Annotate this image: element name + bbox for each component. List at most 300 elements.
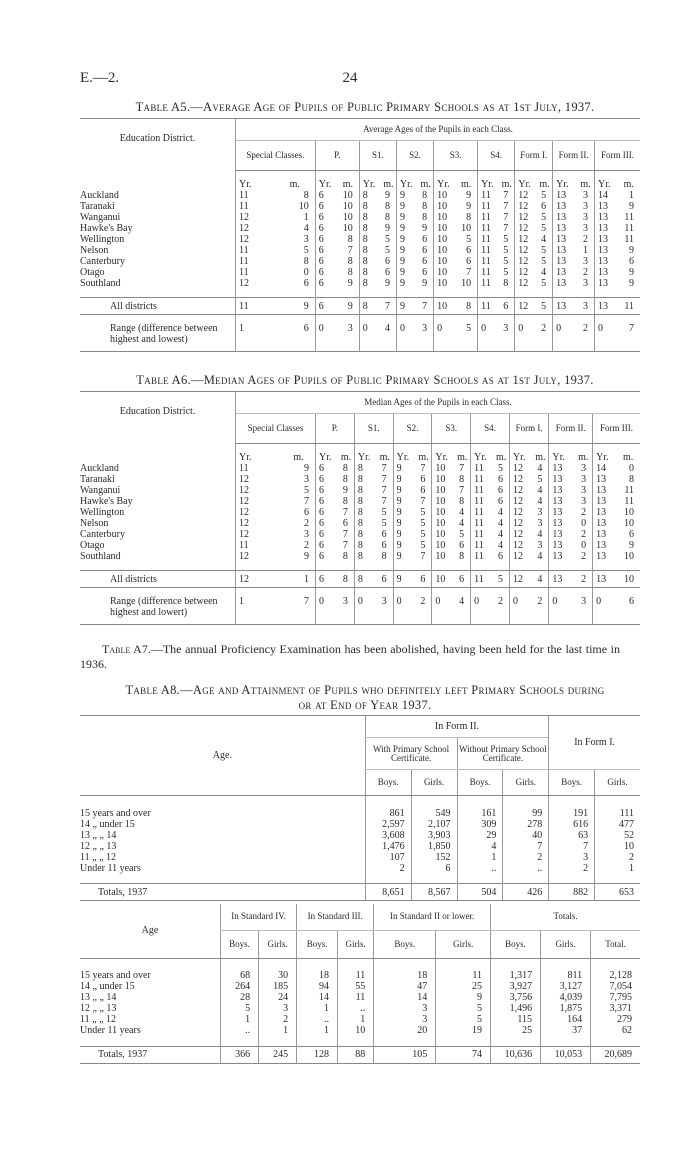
district-name-text: Wellington (80, 233, 125, 245)
table-cell: 8 (629, 473, 634, 485)
table-cell: 1 (297, 1025, 338, 1036)
table-cell: 7 (420, 495, 426, 507)
table-cell: 88 (338, 1046, 374, 1063)
table-cell: 1 (595, 863, 640, 874)
age-column-header: Age. (80, 716, 365, 796)
district-name (80, 267, 236, 278)
table-cell: 8 (354, 496, 377, 507)
class-header: P. (315, 141, 359, 171)
table-cell: 0 (595, 323, 618, 352)
table-cell: 8 (359, 278, 381, 289)
table-cell: 8 (359, 234, 381, 245)
table-cell: 14 (297, 992, 338, 1003)
table-cell: 11 (478, 245, 500, 256)
table-cell: 7 (466, 266, 472, 278)
spacer-cell (541, 1036, 591, 1046)
table-cell: 9 (393, 485, 416, 496)
table-cell: 13 (549, 551, 574, 562)
district-name-text: Canterbury (80, 255, 125, 267)
spacer-cell (515, 171, 553, 179)
table-cell: 11 (478, 256, 500, 267)
table-cell: 245 (259, 1046, 297, 1063)
table-cell: 6 (422, 244, 428, 256)
table-cell: 2 (581, 506, 587, 518)
table-cell: 11 (478, 190, 500, 201)
spacer-cell (553, 315, 595, 323)
spacer-cell (411, 874, 457, 884)
table-a7-text: —The annual Proficiency Examination has been abolished, having been held for the last time in 1936. (80, 642, 620, 671)
table-cell: 10 (434, 298, 456, 315)
table-cell: 11 (478, 234, 500, 245)
district-name (80, 551, 236, 562)
table-cell: 4 (541, 233, 547, 245)
table-cell: 5 (384, 244, 390, 256)
table-cell: 12 (515, 278, 537, 289)
district-name-text: Canterbury (80, 528, 125, 540)
spacer-cell (259, 1036, 297, 1046)
table-cell: 9 (396, 212, 418, 223)
class-header: S4. (478, 141, 515, 171)
table-cell: 9 (396, 245, 418, 256)
spacer-cell (591, 1036, 640, 1046)
unit-years: Yr. (509, 452, 532, 463)
table-cell: 13 (595, 201, 618, 212)
table-cell: 0 (303, 266, 309, 278)
class-header: Form III. (593, 414, 640, 444)
spacer-cell (80, 562, 236, 571)
girls-header: Girls. (541, 930, 591, 958)
table-cell: 3 (583, 255, 589, 267)
table-cell: 11 (624, 495, 634, 507)
age-label: 11 „ „ 12 (80, 1014, 117, 1025)
table-cell: 7,054 (591, 981, 640, 992)
table-cell: 12 (236, 223, 275, 234)
spacer-cell (491, 1036, 541, 1046)
table-row (80, 571, 640, 588)
table-cell: 13 (595, 298, 618, 315)
class-header: Form I. (509, 414, 548, 444)
table-cell: 616 (549, 819, 595, 830)
table-cell: 13 (593, 496, 617, 507)
spacer-cell (432, 588, 471, 596)
table-cell: 13 (549, 571, 574, 588)
spacer-cell (471, 444, 510, 452)
table-cell: 1 (282, 571, 315, 588)
table-cell: 6 (315, 234, 337, 245)
table-cell: 13 (549, 529, 574, 540)
unit-row (80, 452, 640, 463)
unit-years: Yr. (593, 452, 617, 463)
table-cell: 3 (577, 298, 595, 315)
table-cell: 5 (381, 517, 387, 529)
table-row (80, 1025, 640, 1036)
table-cell: 29 (457, 830, 503, 841)
table-cell: 52 (595, 830, 640, 841)
table-cell: 1 (338, 1014, 374, 1025)
table-cell: 0 (515, 323, 537, 352)
table-cell: 5 (541, 277, 547, 289)
table-cell: 366 (221, 1046, 259, 1063)
table-cell: 5 (503, 266, 509, 278)
table-cell: 3,927 (491, 981, 541, 992)
table-cell: 0 (396, 323, 418, 352)
table-cell: 6 (316, 551, 339, 562)
district-header-text: Education District. (119, 406, 196, 418)
boys-header: Boys. (549, 770, 595, 796)
table-cell: 8 (422, 189, 428, 201)
table-cell: 7 (342, 528, 348, 540)
table-cell: 74 (436, 1046, 491, 1063)
table-cell: 4 (457, 841, 503, 852)
spacer-cell (595, 289, 640, 298)
table-cell: 13 (549, 507, 574, 518)
table-cell: 3 (537, 539, 543, 551)
spacer-row (80, 1036, 640, 1046)
unit-years: Yr. (236, 179, 275, 190)
boys-header: Boys. (221, 930, 259, 958)
table-cell: 5 (420, 517, 426, 529)
table-cell: 7 (342, 506, 348, 518)
table-cell: 3,903 (411, 830, 457, 841)
table-cell: 8 (354, 507, 377, 518)
table-cell: 8 (354, 551, 377, 562)
table-cell: 6 (497, 550, 503, 562)
table-cell: 10 (342, 189, 353, 201)
class-header: Form I. (515, 141, 553, 171)
table-cell: 7 (503, 189, 509, 201)
age-label: 13 „ „ 14 (80, 992, 117, 1003)
spacer-cell (549, 444, 593, 452)
table-cell: 6 (416, 571, 432, 588)
table-cell: 7,795 (591, 992, 640, 1003)
table-cell: 9 (629, 266, 634, 278)
table-cell: 3,371 (591, 1003, 640, 1014)
table-cell: 2 (583, 233, 589, 245)
table-cell: 11 (478, 278, 500, 289)
table-cell: 11 (471, 551, 494, 562)
table-cell: 11 (471, 540, 494, 551)
table-cell: 13 (595, 223, 618, 234)
table-cell: 19 (436, 1025, 491, 1036)
table-cell: 10 (432, 496, 455, 507)
table-cell: 10 (434, 223, 456, 234)
table-cell: 10 (432, 507, 455, 518)
table-cell: 882 (549, 884, 595, 901)
table-cell: 13 (593, 571, 617, 588)
spacer-cell (365, 796, 411, 808)
std2-header: In Standard II or lower. (374, 904, 491, 930)
spacer-cell (354, 444, 393, 452)
table-cell: 3,608 (365, 830, 411, 841)
table-cell: 10 (434, 245, 456, 256)
table-cell: 1 (303, 211, 309, 223)
class-header: P. (316, 414, 355, 444)
spacer-cell (236, 588, 316, 596)
table-cell: 4 (537, 495, 543, 507)
table-cell: 2 (583, 266, 589, 278)
table-cell: 9 (393, 518, 416, 529)
district-name (80, 201, 236, 212)
district-name-text: Wanganui (80, 484, 121, 496)
table-cell: 7 (549, 841, 595, 852)
district-name (80, 323, 236, 352)
table-cell: 2 (259, 1014, 297, 1025)
district-name (80, 496, 236, 507)
table-cell: 2 (304, 539, 310, 551)
spacer-cell (595, 315, 640, 323)
table-cell: 13 (595, 267, 618, 278)
table-cell: 9 (393, 463, 416, 474)
class-group-header: Median Ages of the Pupils in each Class. (236, 392, 641, 414)
spacer-cell (374, 1036, 436, 1046)
table-cell: 11 (471, 474, 494, 485)
class-header: S1. (354, 414, 393, 444)
spacer-cell (549, 562, 593, 571)
spacer-cell (509, 562, 548, 571)
table-cell: 11 (338, 970, 374, 981)
table-cell: 13 (553, 234, 577, 245)
unit-months: m. (461, 178, 472, 190)
district-name-text: Auckland (80, 462, 119, 474)
table-cell: 4 (541, 266, 547, 278)
table-cell: .. (297, 1014, 338, 1025)
table-cell: 7 (381, 462, 387, 474)
district-name (80, 474, 236, 485)
table-cell: 0 (434, 323, 456, 352)
table-cell: 5 (537, 473, 543, 485)
spacer-cell (471, 588, 510, 596)
district-name-text: Range (difference between highest and lowest) (110, 322, 218, 345)
unit-months: m. (501, 178, 512, 190)
district-name-text: Taranaki (80, 473, 115, 485)
table-cell: .. (503, 863, 549, 874)
table-cell: 9 (396, 234, 418, 245)
table-row (80, 863, 640, 874)
table-cell: 9 (466, 200, 472, 212)
std4-header: In Standard IV. (221, 904, 297, 930)
class-group-header: Average Ages of the Pupils in each Class. (236, 119, 641, 141)
table-cell: 8 (459, 473, 465, 485)
totals-row (80, 884, 640, 901)
table-row (80, 496, 640, 507)
table-cell: 11 (478, 212, 500, 223)
table-cell: 8 (359, 256, 381, 267)
spacer-cell (595, 796, 640, 808)
table-cell: 12 (236, 529, 283, 540)
table-cell: 426 (503, 884, 549, 901)
class-header: S1. (359, 141, 396, 171)
table-cell: 94 (297, 981, 338, 992)
table-cell: 18 (374, 970, 436, 981)
table-cell: 8 (459, 550, 465, 562)
spacer-cell (541, 958, 591, 970)
table-row (80, 256, 640, 267)
table-cell: 25 (491, 1025, 541, 1036)
spacer-cell (259, 958, 297, 970)
unit-years: Yr. (595, 179, 618, 190)
table-cell: 3 (304, 473, 310, 485)
spacer-cell (515, 315, 553, 323)
table-cell: 185 (259, 981, 297, 992)
district-name (80, 540, 236, 551)
header-row (80, 716, 640, 738)
table-cell: 7 (304, 495, 310, 507)
table-cell: 0 (316, 596, 339, 625)
table-cell: 1 (221, 1014, 259, 1025)
table-cell: 12 (515, 223, 537, 234)
table-cell: 8 (422, 211, 428, 223)
table-cell: 2 (577, 323, 595, 352)
table-cell: 3 (581, 495, 587, 507)
girls-header: Girls. (259, 930, 297, 958)
spacer-cell (396, 171, 433, 179)
age-label: 14 „ under 15 (80, 981, 135, 992)
table-cell: 2 (493, 596, 509, 625)
table-cell: 3 (418, 323, 434, 352)
table-cell: 3,756 (491, 992, 541, 1003)
table-cell: 10 (298, 200, 309, 212)
table-row (80, 540, 640, 551)
table-cell: 9 (384, 222, 390, 234)
table-a7-note (80, 642, 620, 672)
table-cell: 11 (471, 571, 494, 588)
spacer-cell (354, 588, 393, 596)
table-cell: 13 (595, 256, 618, 267)
table-cell: 2,107 (411, 819, 457, 830)
unit-months: m. (340, 451, 352, 463)
age-label: Totals, 1937 (80, 884, 365, 901)
spacer-cell (432, 444, 471, 452)
table-cell: 6 (497, 484, 503, 496)
table-cell: 9 (342, 484, 348, 496)
table-row (80, 992, 640, 1003)
spacer-cell (509, 588, 548, 596)
unit-years: Yr. (515, 179, 537, 190)
table-cell: 7 (381, 473, 387, 485)
table-cell: 9 (629, 277, 634, 289)
table-cell: 10 (432, 529, 455, 540)
table-cell: 4 (537, 462, 543, 474)
table-cell: 8 (359, 223, 381, 234)
spacer-cell (434, 171, 478, 179)
class-header: S3. (434, 141, 478, 171)
table-cell: 3 (304, 528, 310, 540)
table-cell: 13 (549, 474, 574, 485)
table-cell: 1,317 (491, 970, 541, 981)
table-cell: 8,567 (411, 884, 457, 901)
table-cell: 8 (354, 540, 377, 551)
table-cell: 11 (236, 267, 275, 278)
table-cell: 6 (316, 507, 339, 518)
class-header: S2. (396, 141, 433, 171)
spacer-cell (593, 588, 640, 596)
district-name-text: Range (difference between highest and lowert) (110, 595, 218, 618)
unit-months: m. (622, 451, 634, 463)
table-cell: 11 (478, 223, 500, 234)
district-name-text: All districts (110, 300, 157, 312)
table-cell: 6 (420, 484, 426, 496)
spacer-cell (359, 315, 396, 323)
spacer-cell (503, 796, 549, 808)
table-cell: 861 (365, 808, 411, 819)
table-cell: 4 (381, 323, 397, 352)
age-label: 15 years and over (80, 970, 151, 981)
table-cell: 11 (436, 970, 491, 981)
table-cell: 11 (478, 267, 500, 278)
district-name (80, 571, 236, 588)
table-cell: 9 (304, 550, 310, 562)
table-cell: 5 (384, 233, 390, 245)
table-cell: 9 (275, 298, 316, 315)
district-name-text: Otago (80, 266, 105, 278)
table-cell: 11 (236, 256, 275, 267)
table-cell: 10 (432, 571, 455, 588)
unit-years: Yr. (236, 452, 283, 463)
table-cell: 11 (471, 518, 494, 529)
district-name-text: Taranaki (80, 200, 115, 212)
spacer-cell (236, 562, 316, 571)
form2-header: In Form II. (365, 716, 549, 738)
spacer-cell (374, 958, 436, 970)
district-name (80, 245, 236, 256)
table-cell: 13 (549, 485, 574, 496)
table-cell: 10 (595, 841, 640, 852)
table-cell: 10,636 (491, 1046, 541, 1063)
table-cell: 12 (236, 496, 283, 507)
spacer-cell (434, 289, 478, 298)
table-cell: 6 (381, 539, 387, 551)
table-cell: 7 (420, 550, 426, 562)
table-cell: 7 (617, 323, 640, 352)
spacer-cell (338, 958, 374, 970)
table-cell: 12 (515, 212, 537, 223)
table-row (80, 819, 640, 830)
spacer-cell (595, 874, 640, 884)
unit-months: m. (342, 178, 353, 190)
table-row (80, 1014, 640, 1025)
table-cell: 2 (503, 852, 549, 863)
table-cell: 8 (466, 211, 472, 223)
table-cell: 3 (583, 200, 589, 212)
table-a7-lead: Table A7. (102, 642, 151, 656)
table-cell: 1 (236, 323, 275, 352)
table-cell: 5 (541, 244, 547, 256)
table-cell: 2 (365, 863, 411, 874)
unit-years: Yr. (359, 179, 381, 190)
table-cell: 9 (422, 277, 428, 289)
table-cell: 4 (537, 528, 543, 540)
table-cell: 5 (304, 484, 310, 496)
table-cell: 0 (359, 323, 381, 352)
table-row (80, 323, 640, 352)
totals-header: Totals. (491, 904, 640, 930)
spacer-cell (393, 588, 432, 596)
table-row (80, 529, 640, 540)
table-cell: 13 (593, 518, 617, 529)
table-cell: 6 (384, 255, 390, 267)
spacer-cell (593, 562, 640, 571)
spacer-cell (365, 874, 411, 884)
table-row (80, 278, 640, 289)
table-cell: 9 (393, 496, 416, 507)
table-cell: 105 (374, 1046, 436, 1063)
unit-months: m. (495, 451, 507, 463)
age-label: 12 „ „ 13 (80, 840, 117, 852)
table-cell: 5 (541, 255, 547, 267)
district-header-text: Education District. (119, 133, 196, 145)
district-name (80, 256, 236, 267)
table-cell: 128 (297, 1046, 338, 1063)
